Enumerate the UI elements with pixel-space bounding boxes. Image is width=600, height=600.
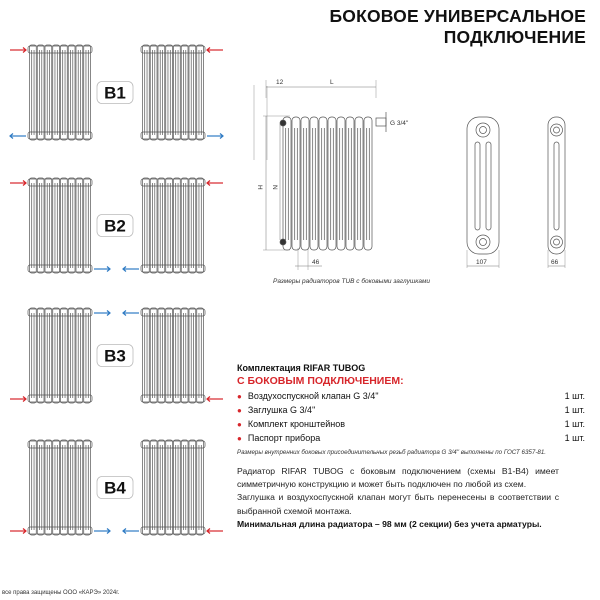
connection-schemes	[0, 0, 235, 590]
dim-H-label: H	[256, 185, 263, 190]
scheme-label	[97, 215, 133, 237]
scheme-b1	[10, 45, 223, 140]
radiator-icon	[28, 308, 92, 403]
flow-arrow-icon	[123, 311, 139, 316]
side-view-107	[467, 117, 499, 254]
radiator-icon	[141, 440, 205, 535]
scheme-label	[97, 345, 133, 367]
kit-subheading: С БОКОВЫМ ПОДКЛЮЧЕНИЕМ:	[237, 375, 404, 387]
copyright-footer: все права защищены ООО «КАРЭ» 2024г.	[2, 590, 120, 596]
side-view-66	[548, 117, 565, 254]
svg-text:B3: B3	[104, 346, 126, 366]
kit-item-qty: 1 шт.	[564, 391, 585, 401]
page-title	[329, 6, 586, 48]
front-view-radiator	[254, 80, 565, 270]
kit-section	[237, 363, 585, 456]
kit-item-qty: 1 шт.	[564, 419, 585, 429]
drawing-caption: Размеры радиаторов TUB с боковыми заглушками	[273, 278, 431, 285]
flow-arrow-icon	[94, 267, 110, 272]
scheme-b2	[10, 178, 223, 273]
radiator-icon	[141, 45, 205, 140]
flow-arrow-icon	[10, 397, 26, 402]
kit-item	[237, 417, 585, 431]
flow-arrow-icon	[123, 529, 139, 534]
svg-text:B1: B1	[104, 83, 126, 103]
flow-arrow-icon	[207, 48, 223, 53]
dim-N-label: N	[271, 185, 278, 190]
bullet-icon: ●	[237, 434, 242, 443]
kit-item	[237, 403, 585, 417]
flow-arrow-icon	[207, 134, 223, 139]
flow-arrow-icon	[10, 48, 26, 53]
dim-46-label: 46	[312, 259, 320, 266]
flow-arrow-icon	[207, 397, 223, 402]
kit-item-name: Комплект кронштейнов	[247, 419, 346, 429]
dim-L-label: L	[330, 79, 334, 86]
kit-heading: Комплектация RIFAR TUBOG	[237, 363, 366, 373]
dim-107-label: 107	[476, 259, 487, 266]
description-p1: Радиатор RIFAR TUBOG с боковым подключением (схемы B1-B4) имеет симметричную конструкцию и может быть подключен по любой из схем.	[237, 466, 559, 490]
kit-item	[237, 431, 585, 445]
description-p2: Заглушка и воздухоспускной клапан могут быть перенесены в соответствии с выбранной схемой монтажа.	[237, 492, 559, 516]
kit-item-name: Заглушка G 3/4''	[247, 405, 316, 415]
kit-item-qty: 1 шт.	[564, 433, 585, 443]
kit-item-name: Паспорт прибора	[247, 433, 321, 443]
bullet-icon: ●	[237, 406, 242, 415]
description-p3: Минимальная длина радиатора – 98 мм (2 секции) без учета арматуры.	[237, 518, 542, 529]
flow-arrow-icon	[10, 529, 26, 534]
flow-arrow-icon	[94, 311, 110, 316]
kit-item-qty: 1 шт.	[564, 405, 585, 415]
kit-item	[237, 389, 585, 403]
kit-item-name: Воздухоспускной клапан G 3/4''	[247, 391, 379, 401]
radiator-icon	[141, 178, 205, 273]
thread-fitting	[376, 118, 386, 126]
radiator-icon	[28, 178, 92, 273]
radiator-icon	[28, 45, 92, 140]
scheme-label	[97, 82, 133, 104]
flow-arrow-icon	[123, 267, 139, 272]
dim-12-label: 12	[276, 79, 284, 86]
title-line-2: ПОДКЛЮЧЕНИЕ	[443, 27, 586, 47]
bullet-icon: ●	[237, 392, 242, 401]
svg-text:B4: B4	[104, 478, 126, 498]
radiator-icon	[141, 308, 205, 403]
bullet-icon: ●	[237, 420, 242, 429]
flow-arrow-icon	[207, 181, 223, 186]
radiator-icon	[28, 440, 92, 535]
scheme-label	[97, 477, 133, 499]
scheme-b4	[10, 440, 223, 535]
flow-arrow-icon	[94, 529, 110, 534]
dim-thread-label: G 3/4''	[390, 120, 409, 127]
dim-66-label: 66	[551, 259, 559, 266]
description	[237, 465, 559, 531]
title-line-1: БОКОВОЕ УНИВЕРСАЛЬНОЕ	[329, 6, 586, 26]
kit-note: Размеры внутренних боковых присоединительных резьб радиатора G 3/4'' выполнены по ГОСТ 6357-81.	[237, 449, 546, 456]
flow-arrow-icon	[10, 181, 26, 186]
dimension-drawing	[250, 79, 600, 280]
svg-text:B2: B2	[104, 216, 126, 236]
scheme-b3	[10, 308, 223, 403]
flow-arrow-icon	[207, 529, 223, 534]
flow-arrow-icon	[10, 134, 26, 139]
